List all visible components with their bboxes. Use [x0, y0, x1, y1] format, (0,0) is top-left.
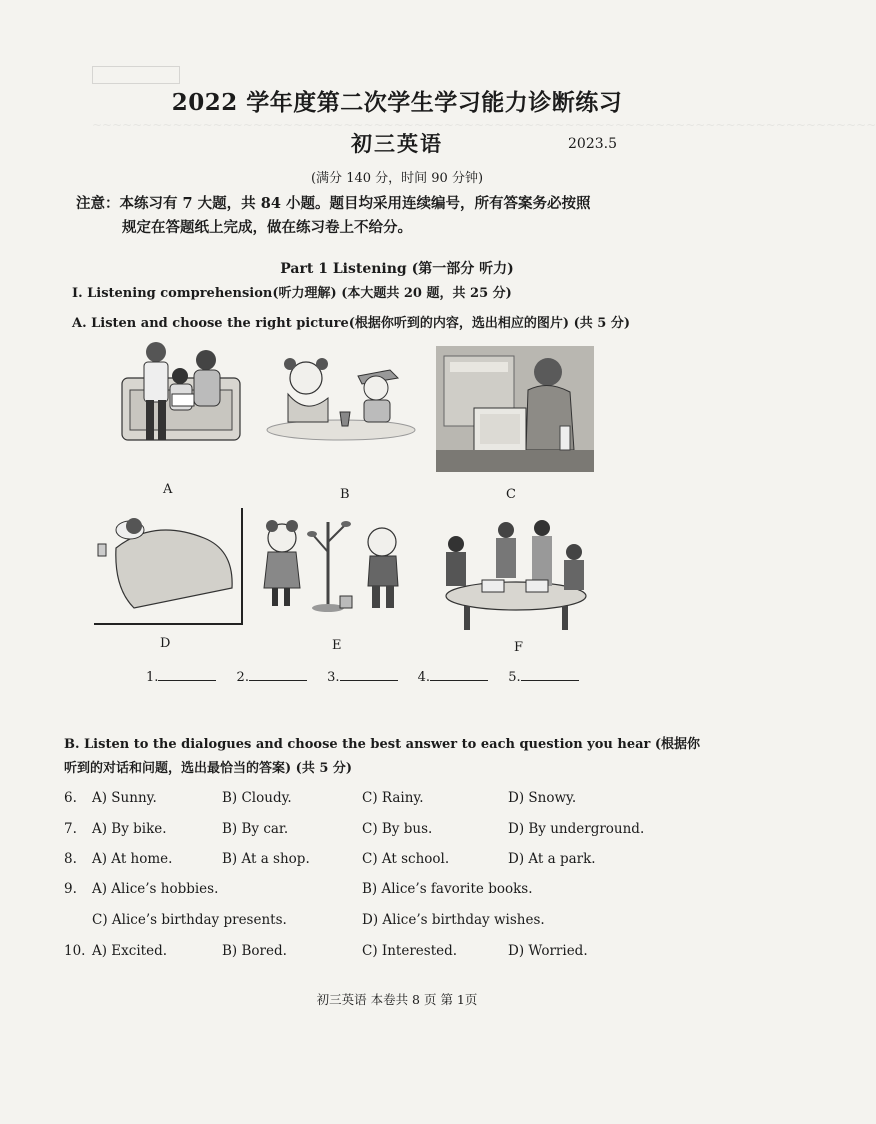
option-c: C) Interested. — [362, 943, 458, 959]
picture-e-kids-planting-tree — [258, 512, 408, 614]
question-number: 8. — [64, 851, 77, 867]
option-a: A) At home. — [92, 851, 173, 867]
option-b: B) By car. — [222, 821, 289, 837]
option-c: C) Rainy. — [362, 790, 424, 806]
exam-notice — [76, 192, 736, 240]
answer-blanks — [146, 667, 595, 685]
question-number: 6. — [64, 790, 77, 806]
option-c: C) Alice’s birthday presents. — [92, 912, 287, 928]
option-a: A) By bike. — [92, 821, 167, 837]
exam-date: 2023.5 — [568, 136, 617, 152]
option-a: A) Excited. — [92, 943, 168, 959]
option-a: A) Sunny. — [92, 790, 157, 806]
answer-blank[interactable]: 1. — [146, 667, 216, 685]
answer-blank[interactable]: 3. — [327, 667, 397, 685]
option-a: A) Alice’s hobbies. — [92, 881, 219, 897]
answer-blank[interactable]: 5. — [508, 667, 578, 685]
option-b: B) At a shop. — [222, 851, 310, 867]
option-b: B) Bored. — [222, 943, 287, 959]
part-heading: Part 1 Listening (第一部分 听力) — [280, 261, 514, 277]
stamp-box — [92, 66, 180, 84]
option-c: C) By bus. — [362, 821, 433, 837]
answer-blank[interactable]: 2. — [237, 667, 307, 685]
notice-line-2: 规定在答题纸上完成，做在练习卷上不给分。 — [122, 219, 412, 236]
exam-title: 2022 学年度第二次学生学习能力诊断练习 — [171, 89, 623, 116]
picture-label-b: B — [340, 487, 350, 502]
picture-c-woman-computer — [436, 346, 594, 472]
option-d: D) At a park. — [508, 851, 596, 867]
page-footer: 初三英语 本卷共 8 页 第 1页 — [316, 992, 478, 1007]
bleed-through-text: ~~~~~~~~~~~~~~~~~~~~~~~~~~~~~~~~~~~~~~~~~~~~~~~~~~~~~~~~~~~~~~~~~~~~~~~~~~~~~~ — [92, 118, 876, 132]
question-number: 7. — [64, 821, 77, 837]
option-b: B) Cloudy. — [222, 790, 292, 806]
option-d: D) By underground. — [508, 821, 645, 837]
option-c: C) At school. — [362, 851, 450, 867]
picture-label-e: E — [332, 638, 342, 653]
notice-line-1: 注意：本练习有 7 大题，共 84 小题。题目均采用连续编号，所有答案务必按照 — [76, 195, 591, 212]
section-b-heading: B. Listen to the dialogues and choose the best answer to each question you hear (根据你听到的对话和问题，选出最恰当的答案) (共 5 分) — [64, 737, 701, 776]
exam-score-time: (满分 140 分，时间 90 分钟) — [310, 171, 484, 186]
option-d: D) Alice’s birthday wishes. — [362, 912, 545, 928]
section-a-heading: A. Listen and choose the right picture(根据你听到的内容，选出相应的图片) (共 5 分) — [72, 316, 630, 331]
picture-label-f: F — [514, 640, 524, 655]
option-d: D) Worried. — [508, 943, 588, 959]
picture-label-d: D — [160, 636, 171, 651]
question-number: 9. — [64, 881, 77, 897]
picture-label-c: C — [506, 487, 516, 502]
section-heading: I. Listening comprehension(听力理解) (本大题共 20 题，共 25 分) — [72, 286, 512, 301]
exam-subject: 初三英语 — [351, 131, 443, 156]
question-number: 10. — [64, 943, 86, 959]
picture-a-family-reading — [120, 338, 242, 448]
picture-f-meeting — [434, 518, 594, 632]
option-b: B) Alice’s favorite books. — [362, 881, 533, 897]
picture-label-a: A — [163, 482, 173, 497]
picture-b-kids-sandbox — [266, 356, 416, 442]
option-d: D) Snowy. — [508, 790, 577, 806]
answer-blank[interactable]: 4. — [418, 667, 488, 685]
picture-d-sick-in-bed — [94, 508, 244, 626]
